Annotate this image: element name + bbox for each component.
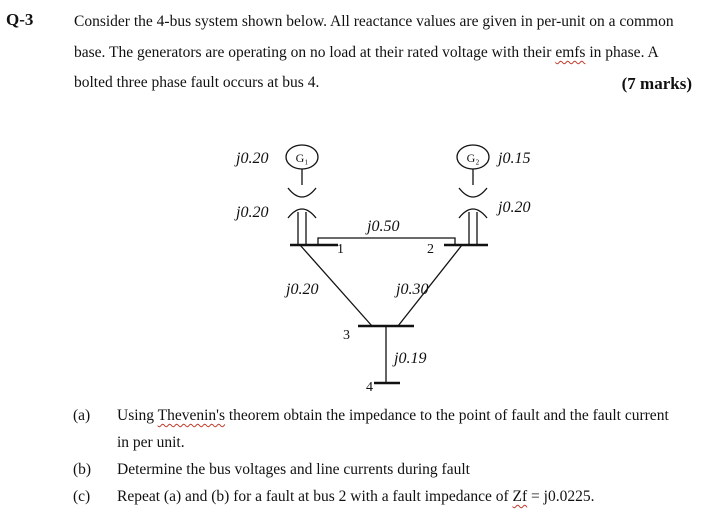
thevenin-word: Thevenin's	[157, 407, 225, 424]
part-b-text: Determine the bus voltages and line currents during fault	[117, 461, 470, 478]
bus-3-label: 3	[343, 328, 350, 343]
emfs-word: emfs	[555, 44, 586, 61]
g2-reactance: j0.15	[498, 150, 531, 167]
g1-reactance: j0.20	[236, 150, 269, 167]
generator-1	[286, 145, 318, 169]
part-c-label: (c)	[73, 488, 91, 505]
t2-reactance: j0.20	[498, 199, 531, 216]
part-c-end: = j0.0225.	[527, 488, 595, 505]
part-a-text	[117, 407, 669, 425]
t1-reactance: j0.20	[236, 204, 269, 221]
line-1-3-reactance: j0.20	[286, 281, 319, 298]
question-line-2-end: in phase. A	[585, 44, 659, 61]
question-line-3: bolted three phase fault occurs at bus 4.	[74, 74, 320, 91]
bus-1-label: 1	[337, 242, 344, 257]
g2-label: G₂	[466, 151, 480, 165]
question-number: Q-3	[6, 10, 34, 29]
question-line-1: Consider the 4-bus system shown below. All reactance values are given in per-unit on a common	[74, 13, 674, 30]
line-3-4-reactance: j0.19	[394, 350, 427, 367]
g1-label: G₁	[295, 151, 309, 165]
bus-4-label: 4	[366, 380, 373, 395]
question-line-2-start: base. The generators are operating on no load at their rated voltage with their	[74, 44, 556, 61]
part-a-line-2: in per unit.	[117, 434, 185, 451]
bus-2-label: 2	[427, 242, 434, 257]
marks-label: (7 marks)	[621, 74, 692, 93]
part-c-text	[117, 488, 594, 506]
part-a-label: (a)	[73, 407, 91, 424]
part-b-label: (b)	[73, 461, 92, 478]
part-a-end: theorem obtain the impedance to the point of fault and the fault current	[225, 407, 669, 424]
part-c-start: Repeat (a) and (b) for a fault at bus 2 with a fault impedance of	[117, 488, 513, 505]
zf-word: Zf	[512, 488, 528, 505]
transformer-1	[288, 169, 316, 245]
line-1-2-reactance: j0.50	[367, 218, 400, 235]
transformer-2	[459, 169, 487, 245]
generator-2	[457, 145, 489, 169]
part-a-start: Using	[117, 407, 158, 424]
line-2-3-reactance: j0.30	[396, 281, 429, 298]
